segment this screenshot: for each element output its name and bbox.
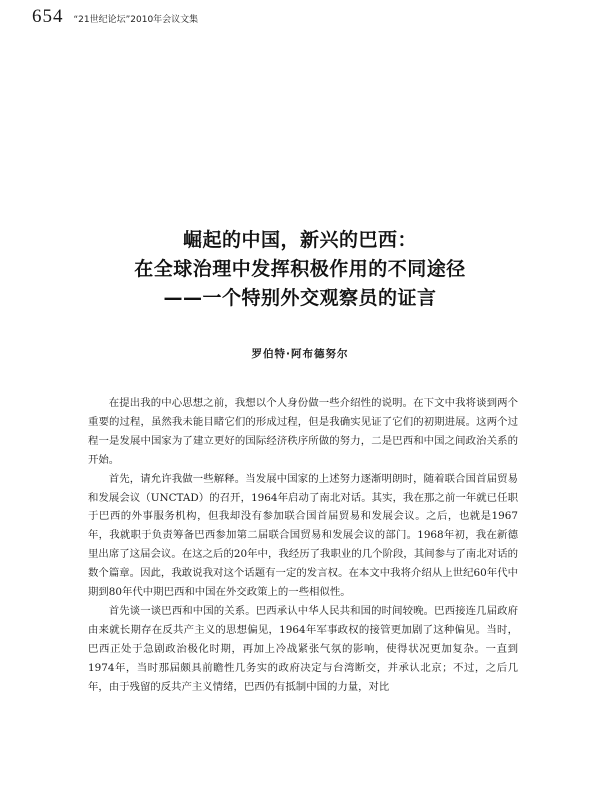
paragraph-1: 在提出我的中心思想之前，我想以个人身份做一些介绍性的说明。在下文中我将谈到两个重要的过程，虽然我未能目睹它们的形成过程，但是我确实见证了它们的初期进展。这两个过程一是发展中国家为了建立更好的国际经济秩序所做的努力，二是巴西和中国之间政治关系的开始。 xyxy=(88,397,518,466)
paragraph-3: 首先谈一谈巴西和中国的关系。巴西承认中华人民共和国的时间较晚。巴西接连几届政府由来就长期存在反共产主义的思想偏见，1964年军事政权的接管更加剧了这种偏见。当时，巴西正处于急剧政治极化时期，再加上冷战紧张气氛的影响，使得状况更加复杂。一直到1974年，当时那届颇具前瞻性几务实的政府决定与台湾断交，并承认北京；不过，之后几年，由于残留的反共产主义情绪，巴西仍有抵制中国的力量，对比 xyxy=(88,604,518,693)
paragraph-2: 首先，请允许我做一些解释。当发展中国家的上述努力逐渐明朗时，随着联合国首届贸易和发展会议（UNCTAD）的召开，1964年启动了南北对话。其实，我在那之前一年就已任职于巴西的外事服务机构，但我却没有参加联合国首届贸易和发展会议。之后，也就是1967年，我就职于负责筹备巴西参加第二届联合国贸易和发展会议的部门。1968年初，我在新德里出席了这届会议。在这之后的20年中，我经历了我职业的几个阶段，其间参与了南北对话的数个篇章。因此，我敢说我对这个话题有一定的发言权。在本文中我将介绍从上世纪60年代中期到80年代中期巴西和中国在外交政策上的一些相似性。 xyxy=(88,472,518,599)
article-body xyxy=(88,394,518,697)
title-line-3: ——一个特别外交观察员的证言 xyxy=(163,287,437,309)
author-name: 罗伯特·阿布德努尔 xyxy=(251,348,349,360)
running-header xyxy=(32,6,198,28)
page-number: 654 xyxy=(32,6,64,27)
running-title: “21世纪论坛”2010年会议文集 xyxy=(73,15,199,25)
title-line-1: 崛起的中国，新兴的巴西： xyxy=(182,229,417,251)
title-line-2: 在全球治理中发挥积极作用的不同途径 xyxy=(134,258,466,280)
article-title xyxy=(0,226,600,313)
